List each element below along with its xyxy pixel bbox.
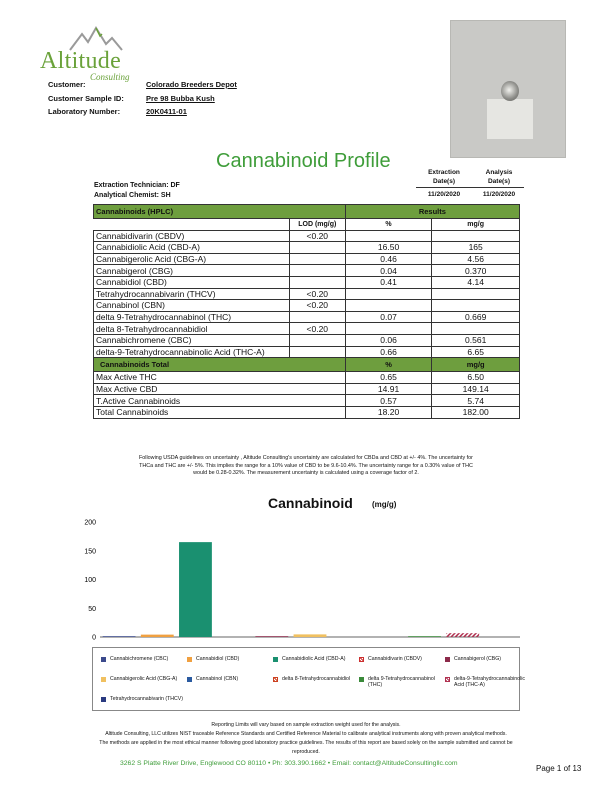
hplc-body (94, 230, 520, 358)
bar-cannabichromene-cbc (103, 636, 136, 637)
legend-swatch (445, 677, 450, 682)
hplc-cell-name: Cannabinol (CBN) (94, 300, 290, 312)
totals-cell-name: Total Cannabinoids (94, 406, 346, 418)
totals-row (94, 372, 520, 384)
bar-delta-9-tetrahydrocannabinol-thc (408, 636, 441, 637)
note-line-3: would be 0.28-0.32%. The measurement uncertainty is calculated using a coverage factor of 2. (193, 470, 419, 477)
hplc-cell-pct (345, 323, 432, 335)
totals-cell-pct: 0.57 (345, 395, 432, 407)
footer-line-1: Reporting Limits will vary based on sample extraction weight used for the analysis. (211, 722, 401, 728)
chart-unit-label: (mg/g) (372, 500, 397, 509)
legend-label: Tetrahydrocannabivarin (THCV) (110, 696, 183, 702)
analysis-date: 11/20/2020 (482, 191, 516, 198)
sample-id-value: Pre 98 Bubba Kush (146, 94, 215, 103)
legend-swatch (187, 657, 192, 662)
hplc-cell-pct: 0.07 (345, 311, 432, 323)
legend-swatch (445, 657, 450, 662)
hplc-cell-mg (432, 230, 520, 242)
hplc-cell-name: delta 9-Tetrahydrocannabinol (THC) (94, 311, 290, 323)
note-line-2: THCa and THC are +/- 5%. This implies the range for a 10% value of CBD to be 9.6-10.4%. The uncertainty range for a 0.30% value of THC (139, 462, 473, 469)
lab-number-label: Laboratory Number: (48, 107, 121, 116)
hplc-cell-name: Cannabichromene (CBC) (94, 334, 290, 346)
lab-number-value: 20K0411-01 (146, 107, 187, 116)
footer-line-4: reproduced. (292, 749, 320, 755)
hplc-cell-pct: 0.66 (345, 346, 432, 358)
y-tick-label: 150 (84, 548, 96, 556)
hplc-cell-mg: 0.669 (432, 311, 520, 323)
hplc-cell-lod (289, 346, 345, 358)
legend-label: delta 8-Tetrahydrocannabidiol (282, 676, 351, 682)
totals-cell-pct: 14.91 (345, 383, 432, 395)
report-title: Cannabinoid Profile (216, 150, 391, 172)
hplc-cell-mg: 165 (432, 242, 520, 254)
hplc-cell-name: Cannabigerolic Acid (CBG-A) (94, 253, 290, 265)
hplc-row (94, 276, 520, 288)
extraction-date-header (416, 169, 472, 185)
hplc-cell-pct: 16.50 (345, 242, 432, 254)
legend-item (101, 696, 185, 702)
legend-item (445, 656, 529, 662)
hplc-header-row (94, 205, 520, 219)
bar-delta-9-tetrahydrocannabinolic-acid-thc-a (446, 633, 479, 637)
y-tick-label: 0 (92, 634, 96, 642)
hplc-cell-name: delta 8-Tetrahydrocannabidiol (94, 323, 290, 335)
hplc-row (94, 230, 520, 242)
legend-swatch (101, 657, 106, 662)
totals-col-mg: mg/g (432, 358, 520, 372)
hplc-row (94, 346, 520, 358)
hplc-cell-lod (289, 253, 345, 265)
hplc-cell-lod: <0.20 (289, 230, 345, 242)
hplc-results-table (93, 204, 520, 419)
hplc-cell-name: Cannabidivarin (CBDV) (94, 230, 290, 242)
legend-swatch (101, 677, 106, 682)
sample-photo (450, 20, 566, 158)
customer-value: Colorado Breeders Depot (146, 80, 237, 89)
legend-label: Cannabidivarin (CBDV) (368, 656, 422, 662)
hplc-cell-lod: <0.20 (289, 288, 345, 300)
hplc-row (94, 242, 520, 254)
totals-cell-name: Max Active CBD (94, 383, 346, 395)
totals-cell-mg: 149.14 (432, 383, 520, 395)
footer-line-3: The methods are applied in the most ethical manner following good laboratory practice guidelines. The results of this report are based solely on the sample submitted and cannot be (99, 740, 513, 746)
legend-swatch (359, 677, 364, 682)
hplc-cell-pct: 0.06 (345, 334, 432, 346)
hplc-cell-lod (289, 265, 345, 277)
totals-header: Cannabinoids Total (94, 358, 346, 372)
hplc-cell-name: Tetrahydrocannabivarin (THCV) (94, 288, 290, 300)
legend-label: Cannabinol (CBN) (196, 676, 239, 682)
extraction-header-line1: Extraction (428, 169, 460, 176)
legend-label: Cannabigerol (CBG) (454, 656, 501, 662)
hplc-cell-pct: 0.04 (345, 265, 432, 277)
hplc-col-lod: LOD (mg/g) (289, 219, 345, 231)
hplc-row (94, 311, 520, 323)
hplc-row (94, 300, 520, 312)
hplc-cell-mg: 0.561 (432, 334, 520, 346)
bar-cannabigerolic-acid-cbg-a (294, 634, 327, 637)
hplc-cell-lod (289, 334, 345, 346)
chart-title: Cannabinoid (268, 495, 353, 511)
y-tick-label: 100 (84, 577, 96, 584)
hplc-col-mg: mg/g (432, 219, 520, 231)
hplc-cell-name: delta-9-Tetrahydrocannabinolic Acid (THC-A) (94, 346, 290, 358)
totals-col-pct: % (345, 358, 432, 372)
hplc-cell-mg: 4.14 (432, 276, 520, 288)
legend-label: Cannabidiolic Acid (CBD-A) (282, 656, 346, 662)
legend-item (101, 656, 185, 662)
analysis-header-line1: Analysis (485, 169, 513, 176)
footer-line-2: Altitude Consulting, LLC utilizes NIST traceable Reference Standards and Certified Reference Material to calibrate analytical instruments along with proven analytical methods. (105, 731, 507, 737)
totals-cell-mg: 6.50 (432, 372, 520, 384)
hplc-cell-mg: 4.56 (432, 253, 520, 265)
bar-cannabidiolic-acid-cbd-a (179, 542, 212, 637)
legend-label: Cannabidiol (CBD) (196, 656, 240, 662)
logo-wordmark: Altitude (40, 48, 122, 74)
hplc-row (94, 323, 520, 335)
hplc-cell-mg: 0.370 (432, 265, 520, 277)
hplc-cell-name: Cannabigerol (CBG) (94, 265, 290, 277)
hplc-row (94, 265, 520, 277)
legend-item (445, 676, 529, 688)
totals-row (94, 395, 520, 407)
analytical-chemist: Analytical Chemist: SH (94, 192, 171, 199)
sample-id-label: Customer Sample ID: (48, 94, 124, 103)
uncertainty-note (80, 455, 532, 478)
note-line-1: Following USDA guidelines on uncertainty , Altitude Consulting's uncertainty are calculated for CBDa and CBD at +/- 4%. The uncertainty for (139, 455, 473, 461)
hplc-cell-lod: <0.20 (289, 300, 345, 312)
hplc-column-row (94, 219, 520, 231)
totals-cell-mg: 5.74 (432, 395, 520, 407)
logo-subtitle: Consulting (90, 72, 130, 82)
photo-label-card (487, 99, 533, 139)
analysis-date-header (474, 169, 524, 185)
chart-legend (92, 647, 525, 711)
legend-swatch (273, 677, 278, 682)
legend-swatch (187, 677, 192, 682)
hplc-cell-lod (289, 242, 345, 254)
page-number: Page 1 of 13 (536, 764, 582, 773)
hplc-col-pct: % (345, 219, 432, 231)
hplc-header: Cannabinoids (HPLC) (94, 205, 346, 219)
bar-cannabigerol-cbg (255, 636, 288, 637)
hplc-row (94, 288, 520, 300)
hplc-cell-mg (432, 300, 520, 312)
hplc-row (94, 334, 520, 346)
hplc-cell-pct (345, 230, 432, 242)
totals-body (94, 372, 520, 418)
totals-row (94, 383, 520, 395)
hplc-cell-pct (345, 300, 432, 312)
legend-label: delta-9-Tetrahydrocannabinolic Acid (THC-A) (454, 676, 525, 689)
y-tick-label: 50 (88, 605, 96, 613)
legend-swatch (359, 657, 364, 662)
contact-address: 3262 S Platte River Drive, Englewood CO 80110 • Ph: 303.390.1662 • Email: contact@AltitudeConsultingllc.com (120, 760, 458, 767)
date-divider (416, 187, 524, 188)
y-tick-label: 200 (84, 519, 96, 527)
totals-cell-name: T.Active Cannabinoids (94, 395, 346, 407)
photo-sample-vial (501, 81, 519, 101)
legend-swatch (273, 657, 278, 662)
hplc-cell-mg (432, 323, 520, 335)
hplc-cell-mg (432, 288, 520, 300)
legend-item (359, 676, 443, 688)
hplc-cell-lod (289, 276, 345, 288)
legend-item (187, 676, 271, 682)
totals-cell-pct: 18.20 (345, 406, 432, 418)
customer-label: Customer: (48, 80, 86, 89)
hplc-cell-mg: 6.65 (432, 346, 520, 358)
hplc-col-name (94, 219, 290, 231)
legend-swatch (101, 697, 106, 702)
hplc-cell-pct: 0.46 (345, 253, 432, 265)
legend-item (273, 676, 357, 682)
bar-cannabidiol-cbd (141, 635, 174, 637)
hplc-cell-lod (289, 311, 345, 323)
legend-item (187, 656, 271, 662)
extraction-header-line2: Date(s) (432, 178, 456, 185)
totals-header-row (94, 358, 520, 372)
cannabinoid-bar-chart (0, 510, 612, 645)
totals-cell-mg: 182.00 (432, 406, 520, 418)
hplc-cell-pct (345, 288, 432, 300)
legend-item (101, 676, 185, 682)
legend-item (359, 656, 443, 662)
legend-item (273, 656, 357, 662)
analysis-header-line2: Date(s) (487, 178, 511, 185)
legend-label: delta 9-Tetrahydrocannabinol (THC) (368, 676, 435, 689)
totals-cell-pct: 0.65 (345, 372, 432, 384)
hplc-row (94, 253, 520, 265)
hplc-cell-name: Cannabidiol (CBD) (94, 276, 290, 288)
totals-row (94, 406, 520, 418)
extraction-date: 11/20/2020 (427, 191, 461, 198)
company-logo (36, 24, 136, 80)
extraction-technician: Extraction Technician: DF (94, 182, 180, 189)
hplc-cell-lod: <0.20 (289, 323, 345, 335)
totals-cell-name: Max Active THC (94, 372, 346, 384)
hplc-cell-pct: 0.41 (345, 276, 432, 288)
legend-label: Cannabichromene (CBC) (110, 656, 169, 662)
results-header: Results (345, 205, 519, 219)
legend-label: Cannabigerolic Acid (CBG-A) (110, 676, 178, 682)
hplc-cell-name: Cannabidiolic Acid (CBD-A) (94, 242, 290, 254)
